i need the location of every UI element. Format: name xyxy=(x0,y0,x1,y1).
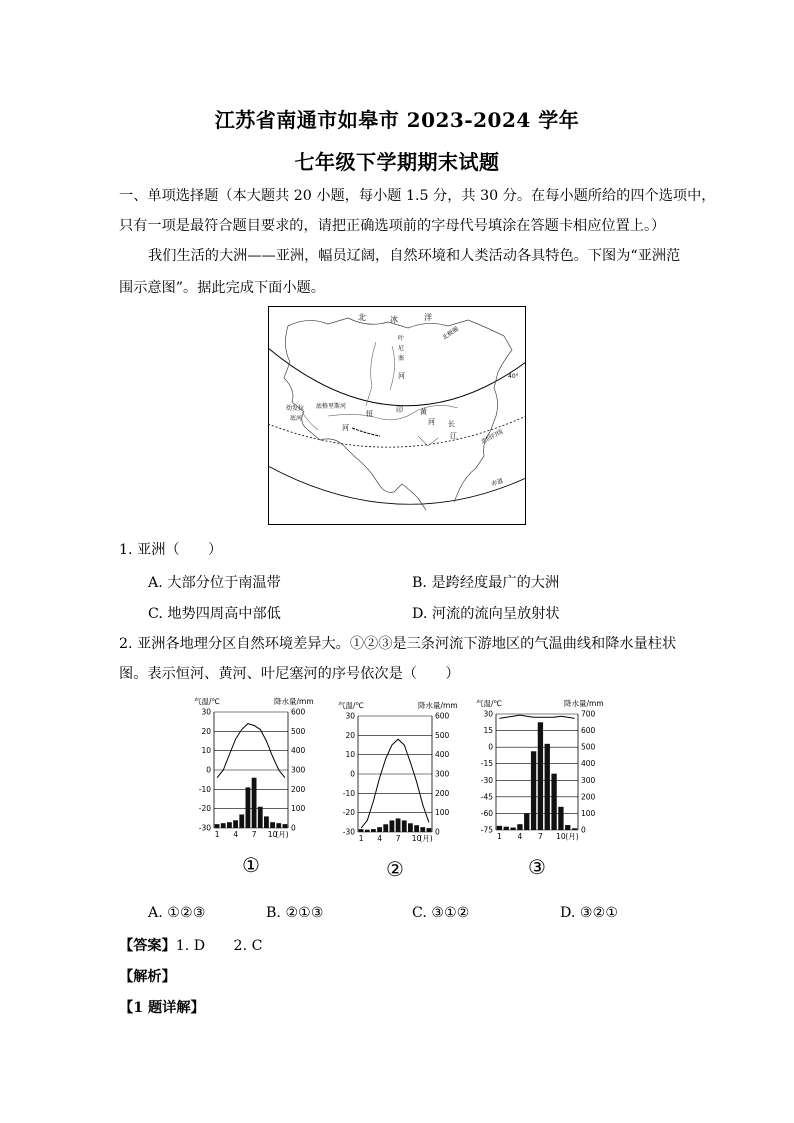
precip-tick-label: 200 xyxy=(291,784,306,794)
precip-tick-label: 600 xyxy=(435,711,450,721)
map-label-heng: 恒 xyxy=(366,410,373,418)
temp-tick-label: 10 xyxy=(201,746,211,756)
precip-bar xyxy=(233,820,238,828)
temp-tick-label: 0 xyxy=(206,765,211,775)
precip-bar xyxy=(215,824,220,828)
map-label-north: 北 xyxy=(358,313,366,322)
precip-bar xyxy=(276,823,281,828)
q2-option-b: B. ②①③ xyxy=(266,905,324,921)
temp-axis-title: 气温/℃ xyxy=(476,699,502,708)
precip-bar xyxy=(246,787,251,828)
precip-tick-label: 300 xyxy=(291,765,306,775)
month-tick-label: 10 xyxy=(267,830,278,839)
precip-tick-label: 500 xyxy=(581,742,596,752)
precip-bar xyxy=(524,813,529,830)
precip-tick-label: 600 xyxy=(291,707,306,717)
precip-bar xyxy=(283,824,288,828)
precip-bar xyxy=(497,826,502,830)
map-label-euphrates2: 底河 xyxy=(290,415,303,422)
month-tick-label: (月) xyxy=(565,832,579,841)
precip-tick-label: 300 xyxy=(435,769,450,779)
precip-tick-label: 300 xyxy=(581,775,596,785)
precip-bar xyxy=(377,827,382,832)
map-label-yin: 印 xyxy=(396,406,403,414)
precip-tick-label: 0 xyxy=(435,827,440,837)
precip-bar xyxy=(545,744,550,830)
map-label-equator: 赤道 xyxy=(490,477,505,488)
temp-axis-title: 气温/℃ xyxy=(338,701,364,710)
map-label-ni: 尼 xyxy=(398,345,405,352)
precip-bar xyxy=(558,807,563,830)
precip-tick-label: 500 xyxy=(291,726,306,736)
month-tick-label: (月) xyxy=(419,834,433,843)
precip-bar xyxy=(572,828,577,830)
temp-tick-label: 15 xyxy=(483,726,493,736)
month-tick-label: 1 xyxy=(358,834,364,843)
precip-bar xyxy=(258,807,263,828)
precip-bar xyxy=(383,824,388,832)
map-label-he3: 河 xyxy=(428,418,435,426)
precip-bar xyxy=(510,828,515,830)
intro-line1: 我们生活的大洲——亚洲，幅员辽阔，自然环境和人类活动各具特色。下图为“亚洲范 xyxy=(148,248,681,264)
temp-tick-label: 10 xyxy=(345,750,355,760)
temp-tick-label: -30 xyxy=(480,775,493,785)
precip-bar xyxy=(365,830,370,832)
precip-bar xyxy=(427,828,432,832)
temp-tick-label: -45 xyxy=(480,792,493,802)
q2-option-a: A. ①②③ xyxy=(148,905,206,921)
precip-axis-title: 降水量/mm xyxy=(564,699,604,708)
precip-tick-label: 200 xyxy=(435,788,450,798)
precip-bar xyxy=(371,829,376,832)
map-label-he: 河 xyxy=(398,372,405,380)
month-tick-label: 4 xyxy=(233,830,238,839)
precip-bar xyxy=(396,818,401,832)
precip-bar xyxy=(239,814,244,828)
temperature-curve xyxy=(361,739,429,828)
precip-tick-label: 100 xyxy=(581,808,596,818)
temp-tick-label: -20 xyxy=(342,808,355,818)
temp-tick-label: -60 xyxy=(480,808,493,818)
precip-tick-label: 600 xyxy=(581,726,596,736)
map-label-arctic-circle: 北极圈 xyxy=(441,325,460,342)
section-heading-line1: 一、单项选择题（本大题共 20 小题，每小题 1.5 分，共 30 分。在每小题所给的四个选项中， xyxy=(119,188,716,204)
month-tick-label: 7 xyxy=(251,830,257,839)
q2-option-c: C. ③①② xyxy=(412,905,470,921)
map-label-sai: 塞 xyxy=(398,355,405,362)
title-line1: 江苏省南通市如皋市 2023-2024 学年 xyxy=(214,108,580,132)
q1-option-d: D. 河流的流向呈放射状 xyxy=(412,606,560,622)
climate-chart-1 xyxy=(190,694,320,884)
asia-map xyxy=(268,306,526,525)
month-tick-label: 7 xyxy=(538,832,543,841)
temp-tick-label: 20 xyxy=(201,726,211,736)
map-label-euphrates: 幼发拉 xyxy=(286,405,305,412)
q1-option-c: C. 地势四周高中部低 xyxy=(148,606,281,622)
climate-chart-3 xyxy=(472,696,612,886)
precip-axis-title: 降水量/mm xyxy=(274,697,314,706)
temp-tick-label: -30 xyxy=(198,823,211,833)
precip-bar xyxy=(227,822,232,828)
precip-bar xyxy=(252,778,257,828)
answer-label: 【答案】 xyxy=(119,938,176,954)
q2-option-d: D. ③②① xyxy=(560,905,619,921)
intro-line2: 围示意图”。据此完成下面小题。 xyxy=(119,280,325,296)
q1-stem: 1. 亚洲（ ） xyxy=(119,542,223,558)
answer-line xyxy=(119,936,262,956)
precip-bar xyxy=(538,722,543,830)
temp-tick-label: 20 xyxy=(345,730,355,740)
precip-bar xyxy=(551,774,556,830)
q2-stem-line2: 图。表示恒河、黄河、叶尼塞河的序号依次是（ ） xyxy=(119,666,460,682)
chart-number-label: ③ xyxy=(528,855,546,879)
q1-option-b: B. 是跨经度最广的大洲 xyxy=(412,575,560,591)
temp-tick-label: -20 xyxy=(198,804,211,814)
temp-tick-label: 0 xyxy=(350,769,355,779)
precip-bar xyxy=(414,825,419,832)
month-tick-label: 1 xyxy=(497,832,502,841)
precip-bar xyxy=(420,827,425,832)
precip-bar xyxy=(221,823,226,828)
chart-number-label: ① xyxy=(242,853,260,877)
map-label-tropic: 北回归线 xyxy=(479,428,505,446)
precip-tick-label: 200 xyxy=(581,792,596,802)
map-label-bing: 冰 xyxy=(390,315,398,324)
month-tick-label: 4 xyxy=(517,832,523,841)
precip-tick-label: 500 xyxy=(435,730,450,740)
precip-bar xyxy=(565,825,570,830)
detail1-heading: 【1 题详解】 xyxy=(119,1000,205,1016)
precip-bar xyxy=(270,822,275,828)
precip-tick-label: 100 xyxy=(435,808,450,818)
precip-tick-label: 0 xyxy=(581,825,586,835)
map-label-lat40: 40° xyxy=(508,373,519,380)
q1-option-a: A. 大部分位于南温带 xyxy=(148,575,281,591)
temp-tick-label: 0 xyxy=(488,742,493,752)
map-label-jiang: 江 xyxy=(450,432,457,440)
q2-stem-line1: 2. 亚洲各地理分区自然环境差异大。①②③是三条河流下游地区的气温曲线和降水量柱状 xyxy=(119,636,677,652)
precip-tick-label: 0 xyxy=(291,823,296,833)
map-label-huang: 黄 xyxy=(420,408,427,416)
temp-tick-label: 30 xyxy=(345,711,355,721)
section-heading-line2: 只有一项是最符合题目要求的，请把正确选项前的字母代号填涂在答题卡相应位置上。） xyxy=(119,218,666,234)
temp-tick-label: -10 xyxy=(198,784,211,794)
month-tick-label: 10 xyxy=(411,834,422,843)
map-label-he2: 河 xyxy=(342,424,349,432)
answer-value: 1. D 2. C xyxy=(175,938,263,954)
precip-tick-label: 400 xyxy=(291,746,306,756)
precip-bar xyxy=(359,829,364,832)
precip-bar xyxy=(504,827,509,830)
precip-bar xyxy=(402,820,407,832)
map-label-chang: 长 xyxy=(448,420,455,428)
precip-bar xyxy=(264,816,269,828)
map-label-yang: 洋 xyxy=(424,313,432,322)
temp-tick-label: -10 xyxy=(342,788,355,798)
climate-chart-2 xyxy=(334,698,464,888)
temp-tick-label: 30 xyxy=(201,707,211,717)
precip-tick-label: 100 xyxy=(291,804,306,814)
title-line2: 七年级下学期期末试题 xyxy=(294,150,500,174)
temp-tick-label: -30 xyxy=(342,827,355,837)
month-tick-label: 10 xyxy=(556,832,566,841)
temp-tick-label: -15 xyxy=(480,759,493,769)
temp-tick-label: -75 xyxy=(480,825,493,835)
precip-bar xyxy=(408,823,413,832)
precip-bar xyxy=(517,824,522,830)
chart-number-label: ② xyxy=(386,857,404,881)
month-tick-label: 4 xyxy=(377,834,382,843)
map-label-tigris: 底格里斯河 xyxy=(316,403,347,410)
precip-tick-label: 400 xyxy=(581,759,596,769)
temp-axis-title: 气温/℃ xyxy=(194,697,220,706)
month-tick-label: 1 xyxy=(214,830,220,839)
map-label-ye: 叶 xyxy=(398,335,405,342)
precip-bar xyxy=(531,751,536,830)
analysis-heading: 【解析】 xyxy=(119,969,176,985)
precip-bar xyxy=(390,820,395,832)
month-tick-label: (月) xyxy=(275,830,289,839)
precip-tick-label: 400 xyxy=(435,750,450,760)
precip-tick-label: 700 xyxy=(581,709,596,719)
temp-tick-label: 30 xyxy=(483,709,493,719)
temperature-curve xyxy=(499,715,574,718)
precip-axis-title: 降水量/mm xyxy=(418,701,458,710)
month-tick-label: 7 xyxy=(395,834,401,843)
